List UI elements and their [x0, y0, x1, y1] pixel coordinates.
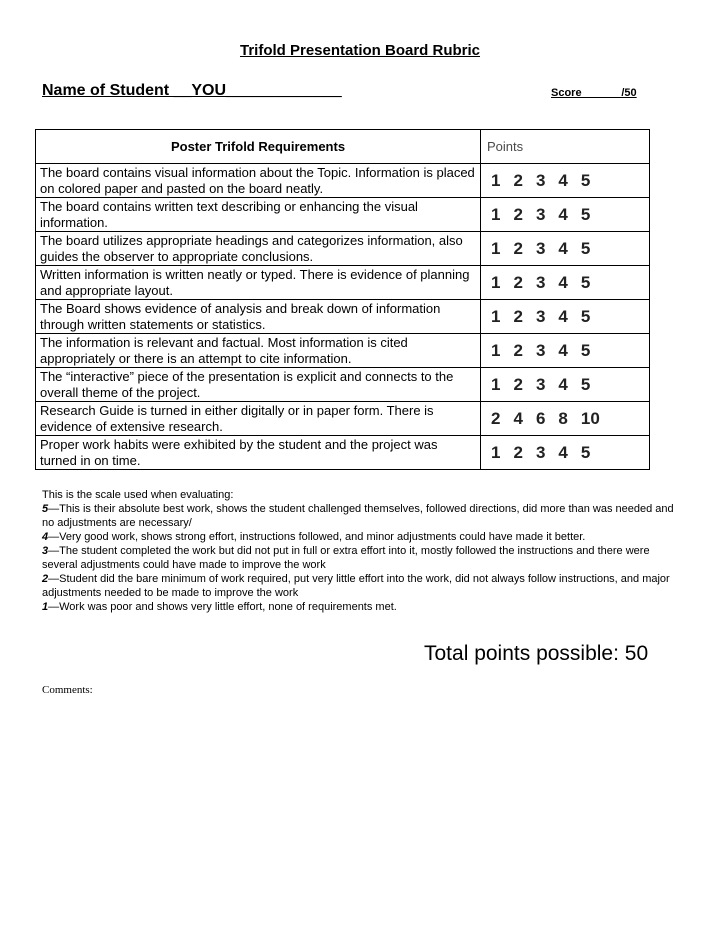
requirement-text: Written information is written neatly or typed. There is evidence of planning and appropriate layout. [36, 266, 481, 300]
requirement-text: The Board shows evidence of analysis and break down of information through written statements or statistics. [36, 300, 481, 334]
scale-level-number: 3 [42, 545, 49, 557]
scale-level-number: 4 [42, 531, 49, 543]
requirement-text: Research Guide is turned in either digitally or in paper form. There is evidence of extensive research. [36, 402, 481, 436]
point-value: 5 [580, 238, 591, 258]
point-value: 4 [513, 408, 523, 428]
point-value: 1 [491, 306, 501, 326]
point-value: 1 [491, 442, 501, 462]
point-value: 6 [535, 408, 546, 428]
point-value: 3 [535, 442, 546, 462]
scale-level-number: 1 [42, 601, 49, 613]
table-row [36, 334, 650, 368]
scale-level-text: —Very good work, shows strong effort, instructions followed, and minor adjustments could have made it better. [48, 531, 586, 543]
point-value: 8 [558, 408, 568, 428]
point-value: 2 [513, 306, 523, 326]
scale-level-number: 5 [42, 503, 49, 515]
point-value: 1 [491, 204, 501, 224]
point-value: 3 [535, 306, 546, 326]
points-scale [481, 402, 650, 436]
points-scale [481, 334, 650, 368]
scale-description [42, 488, 682, 614]
requirement-text: Proper work habits were exhibited by the student and the project was turned in on time. [36, 436, 481, 470]
table-row [36, 368, 650, 402]
point-value: 4 [558, 204, 568, 224]
table-row [36, 266, 650, 300]
rubric-body [36, 164, 650, 470]
table-row [36, 232, 650, 266]
table-row [36, 198, 650, 232]
point-value: 4 [558, 340, 568, 360]
points-scale [481, 164, 650, 198]
point-value: 5 [580, 170, 591, 190]
points-scale [481, 436, 650, 470]
scale-level-text: —Student did the bare minimum of work required, put very little effort into the work, did not always follow instructions, and major adjustments needed to be made to improve the work [42, 573, 670, 599]
point-value: 5 [580, 272, 591, 292]
point-value: 5 [580, 306, 591, 326]
points-header: Points [481, 130, 650, 164]
scale-level-text: —The student completed the work but did not put in full or extra effort into it, mostly followed the instructions and there were several adjustments could have made to improve the work [42, 545, 650, 571]
scale-level-text: —This is their absolute best work, shows the student challenged themselves, followed directions, did more than was needed and no adjustments are necessary/ [42, 503, 674, 529]
point-value: 1 [491, 340, 501, 360]
points-scale [481, 300, 650, 334]
point-value: 4 [558, 170, 568, 190]
point-value: 3 [535, 204, 546, 224]
point-value: 5 [580, 442, 591, 462]
requirement-text: The board utilizes appropriate headings and categorizes information, also guides the observer to appropriate conclusions. [36, 232, 481, 266]
point-value: 3 [535, 374, 546, 394]
table-row [36, 402, 650, 436]
scale-levels [42, 502, 682, 614]
point-value: 4 [558, 272, 568, 292]
point-value: 5 [580, 340, 591, 360]
table-row [36, 164, 650, 198]
requirement-text: The information is relevant and factual. Most information is cited appropriately or there is an attempt to cite information. [36, 334, 481, 368]
point-value: 2 [513, 204, 523, 224]
point-value: 3 [535, 238, 546, 258]
point-value: 2 [513, 442, 523, 462]
scale-level-text: —Work was poor and shows very little effort, none of requirements met. [48, 601, 397, 613]
point-value: 4 [558, 374, 568, 394]
point-value: 3 [535, 170, 546, 190]
requirement-text: The “interactive” piece of the presentation is explicit and connects to the overall theme of the project. [36, 368, 481, 402]
scale-level [42, 544, 682, 572]
point-value: 2 [513, 238, 523, 258]
score-line: Score ______/50 [551, 87, 637, 99]
point-value: 2 [513, 340, 523, 360]
points-scale [481, 232, 650, 266]
scale-level [42, 502, 682, 530]
point-value: 1 [491, 238, 501, 258]
table-row [36, 436, 650, 470]
point-value: 1 [491, 374, 501, 394]
point-value: 4 [558, 442, 568, 462]
point-value: 2 [513, 374, 523, 394]
scale-level [42, 572, 682, 600]
scale-intro: This is the scale used when evaluating: [42, 489, 234, 501]
point-value: 2 [513, 272, 523, 292]
student-name-line: Name of Student __YOU_____________ [42, 82, 342, 99]
scale-level-number: 2 [42, 573, 49, 585]
table-header-row [36, 130, 650, 164]
points-scale [481, 368, 650, 402]
point-value: 4 [558, 238, 568, 258]
point-value: 3 [535, 340, 546, 360]
total-points: Total points possible: 50 [424, 642, 649, 665]
point-value: 1 [491, 170, 501, 190]
rubric-table [35, 129, 650, 470]
requirement-text: The board contains visual information about the Topic. Information is placed on colored paper and pasted on the board neatly. [36, 164, 481, 198]
point-value: 5 [580, 204, 591, 224]
points-scale [481, 198, 650, 232]
comments-label: Comments: [42, 684, 93, 696]
point-value: 2 [491, 408, 501, 428]
document-title: Trifold Presentation Board Rubric [239, 42, 481, 59]
point-value: 4 [558, 306, 568, 326]
table-row [36, 300, 650, 334]
scale-level [42, 530, 682, 544]
requirement-text: The board contains written text describing or enhancing the visual information. [36, 198, 481, 232]
scale-level [42, 600, 682, 614]
requirements-header: Poster Trifold Requirements [36, 130, 481, 164]
points-scale [481, 266, 650, 300]
point-value: 3 [535, 272, 546, 292]
point-value: 5 [580, 374, 591, 394]
point-value: 2 [513, 170, 523, 190]
point-value: 1 [491, 272, 501, 292]
point-value: 10 [580, 408, 600, 428]
